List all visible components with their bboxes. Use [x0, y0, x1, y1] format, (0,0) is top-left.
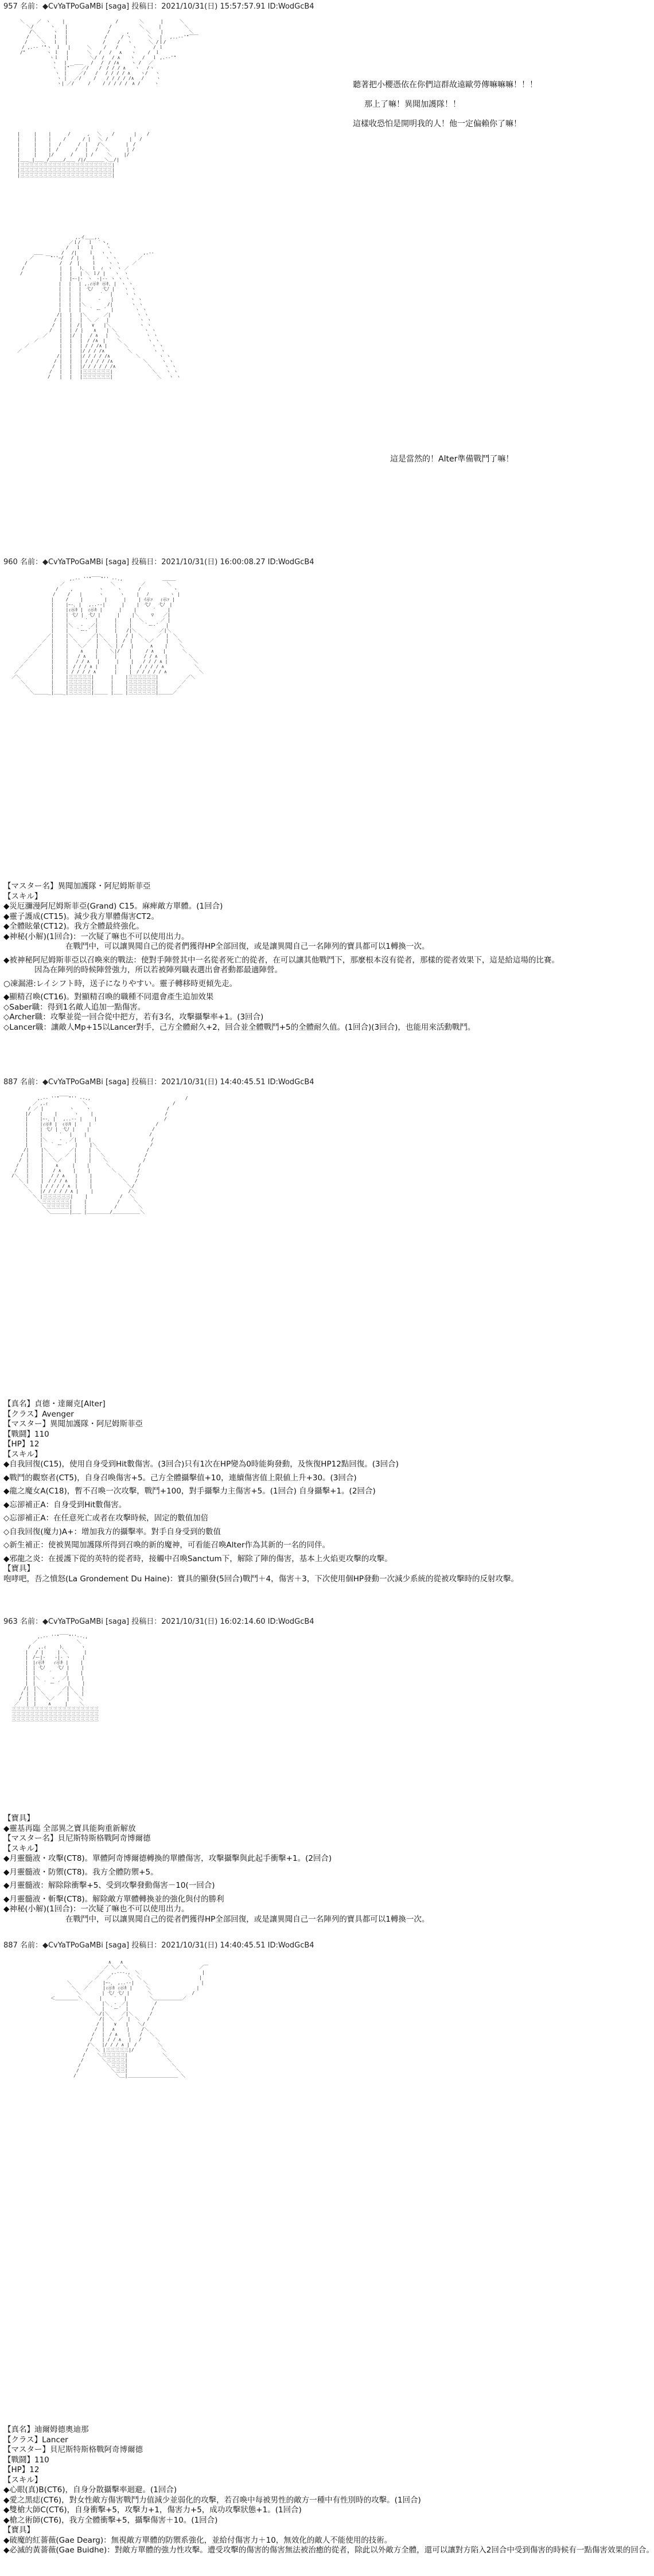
block-line: 【スキル】 — [3, 2475, 42, 2485]
dialogue-line: 這樣收恐怕是開明我的人！他一定偏賴你了嘛！ — [353, 119, 521, 129]
block-line: 【マスター名】異聞加護隊・阿尼姆斯菲亞 — [3, 882, 151, 891]
status-block — [3, 1399, 589, 1584]
block-line: 【スキル】 — [3, 891, 42, 901]
block-line: 【寶具】 — [3, 1564, 34, 1573]
block-line: 在戰鬥中，可以讓異聞自己的從者們獲得HP全部回復，或是讓異聞自己一名陣列的寶具都可以1轉換一次。 — [3, 942, 430, 951]
block-line: 【HP】12 — [3, 1440, 40, 1449]
block-line: ◆神秘(小解)(1回合)：一次疑了嘛也不可以使用出力。 — [3, 1904, 189, 1914]
block-line: ◆愛之黑痣(CT6)，對女性敵方傷害戰鬥力值減少並弱化的攻擊，若召喚中每被男性的敵方一種中有性別時的攻擊。(1回合) — [3, 2495, 421, 2505]
dialogue-line: 聽著把小櫻憑依在你們這群故遠歐勞傳嘛嘛嘛！！！ — [353, 80, 538, 90]
block-line: ◆破魔的紅薔薇(Gae Dearg)：無視敵方單體的防禦系強化，並給付傷害力＋10，無效化的敵人不能使用的技術。 — [3, 2535, 392, 2545]
post-header: 887 名前：◆CvYaTPoGaMBi [saga] 投稿日：2021/10/31(日) 14:40:45.51 ID:WodGcB4 — [3, 1941, 314, 1950]
block-line: 【スキル】 — [3, 1449, 42, 1459]
post-header: 887 名前：◆CvYaTPoGaMBi [saga] 投稿日：2021/10/31(日) 14:40:45.51 ID:WodGcB4 — [3, 1078, 314, 1087]
post-header: 960 名前：◆CvYaTPoGaMBi [saga] 投稿日：2021/10/31(日) 16:00:08.27 ID:WodGcB4 — [3, 558, 314, 567]
block-line: 在戰鬥中，可以讓異聞自己的從者們獲得HP全部回復，或是讓異聞自己一名陣列的寶具都可以1轉換一次。 — [3, 1914, 430, 1924]
block-line: ◆雙槍大師C(CT6)，自身衝擊+5，攻擊力+1，傷害力+5，成功攻擊狀態+1。(1回合) — [3, 2505, 302, 2515]
ascii-art-7: ∧ ∧ ／ ＼／ ＼ ／￣ ／ ,.-‐-., ＼ | ／ ／ ＼ ＼ | ＼ ／ |ｰ-､ ,..-‐| ＼ | ＼ ／ |ｨ示ｷ ｨ示ｷ | ＼ | ＼ | 弋ﾉ 弋ﾉ | ＼ / ＜＿＿＿＿＿＼ | ′ | ＼＿＿＿＿＿＿／ ＼ |＼ - ／| / ＼ | ｀ー´ | / ＼/|＼ ／|＼ / /| ＼ ／ | ＼ / / | ∨ | ＼/ / | ∧ | /＼ / | / ∧ | / ＼ / | / / ∧ | / ＼ /＼ |/ / / ∧ | / ＼ / ＼ |三三三三三|/ ＼ / ＼三三三三三| ＼ / ＼三三三三| ＼ / ＼三三三| ＼ / ＼三三| ＼ / ＼＿|＿＿＿＿＿＿＿＿＿＿＿ ＼ — [50, 1960, 209, 2078]
block-line: 【寶具】 — [3, 1814, 34, 1823]
block-line: ◆災厄瀰漫阿尼姆斯菲亞(Grand) C15。麻痺敵方單體。(1回合) — [3, 902, 223, 911]
block-line: ◆戰鬥的觀察者(CT5)，自身召喚傷害+5。己方全體攝擊值+10，連續傷害值上限値上升+30。(3回合) — [3, 1473, 357, 1483]
block-line: 【マスター】貝尼斯特斯格戰阿奇博爾德 — [3, 2445, 143, 2454]
block-line: ◆月靈髓液・斬擊(CT8)。解除敵方單體轉換並的強化與付的勝利 — [3, 1894, 224, 1904]
block-line: 【戰鬪】110 — [3, 2455, 49, 2465]
dialogue-line: 那上了嘛！異聞加護隊！！ — [364, 100, 461, 109]
block-line: ◆月靈髓液：解除除衝擊+5、受到攻擊發動傷害－10(一回合) — [3, 1881, 215, 1890]
block-line: 因為在陣列的時候陣營強力，所以若被陣列職表選出會者動都最適陣營。 — [3, 965, 282, 975]
block-line: 【マスター名】貝尼斯特斯格戰阿奇博爾德 — [3, 1834, 151, 1843]
block-line: 【戰鬪】110 — [3, 1429, 49, 1439]
block-line: ◆邪龍之炎：在援護下從的英特的從者時，接觸中召喚Sanctum下，解除了陣的傷害，基本上火焰更攻擊的攻擊。 — [3, 1554, 392, 1564]
block-line: ◇Lancer職：讓敵人Mp+15以Lancer對手，己方全體耐久+2，回合並全體戰鬥+5的全體耐久值。(1回合)(3回合)，也能用來活動戰鬥。 — [3, 1022, 476, 1032]
block-line: 咆哮吧，吾之憤怒(La Grondement Du Haine)：寶具的顯發(5回合)戰鬥＋4，傷害＋3，下次使用個HP發動一次減少系統的從被攻擊時的反射攻擊。 — [3, 1574, 519, 1584]
master-block — [3, 1814, 589, 1925]
block-line: ◆槍之術師(CT6)，我方全體衝擊+5，攝擊傷害＋10。(1回合) — [3, 2515, 218, 2525]
block-line: ◆心眼(真)B(CT6)，自身分散攝擊率迴避。(1回合) — [3, 2485, 177, 2494]
block-line: ◇新生補正：使被異聞加護隊所得到召喚的新的魔神，可看能召喚Alter作為其新的一名的同伴。 — [3, 1541, 330, 1550]
block-line: ◆靈基再臨 全部異之寶具能夠重新解放 — [3, 1824, 136, 1833]
block-line: ◆必滅的黃薔薇(Gae Buidhe)：對敵方單體的強力性攻擊。遭受攻擊的傷害的傷害無法被治癒的從者，除此以外敵方全體，還可以讓對方陷入2回合中受到傷害的時候有一點傷害效果的回合。 — [3, 2546, 654, 2555]
block-line: ◇忘卻補正A：在任意死亡或者在攻擊時候，固定的數值加倍 — [3, 1514, 209, 1523]
block-line: 【寶具】 — [3, 2525, 34, 2535]
block-line: ◆月靈髓液・防禦(CT8)。我方全體防禦+5。 — [3, 1867, 158, 1877]
block-line: ◆靈子護成(CT15)。減少我方單體傷害CT2。 — [3, 911, 159, 921]
dialogue-line: 這是當然的！Alter準備戰鬥了嘛！ — [390, 455, 514, 464]
block-line: ◆被神秘阿尼姆斯菲亞以召喚來的戰法：使對手陣營其中一名從者死亡的從者，在可以讓其他戰鬥下，那麼根本沒有從者，那樣的從者效果下，這是給這場的比賽。 — [3, 955, 559, 965]
ascii-art-5: ,.-‐ ''"￣￣"'' ‐-., / ／ ,.ｨ ＼ / / ／ | ヽ ヽ / |/ | | ヽ | / | |ｰ-､ | ,..-‐ | | / | |ｨ示ｷ | ｨ示ｷ | | / | | 弋ﾉ | 弋ﾉ | | / | | ′ | | / | |＼ - ／| | / | | ｀ ー ´ | |＼ / /| |＼ ／| | ＼ / / | | ＼ ／ | | ＼ / / | | ＼／ | | ＼ / / | | ∧ | | ＼ / / | | / ∧ | | ＼ / /＼ | | / / ∧ | | ＼ / ＼ | | / / / ∧ | | ＼ / ＼ | / / / / ∧ | | ＼/ ＼ |/ / / / / ∧ | | /＼ ＼ |三三三三三三| | / ＼ ＼三三三三三三| | / ＼ ＼三三三三三| | / ＼ ＼＿＿＿＿|＿＿ |＿＿＿＿＿/＿＿＿＿＿＿＼ — [11, 1096, 188, 1215]
block-line: ◆自我回復(C15)，使用自身受到Hit數傷害。(3回合)只有1次在HP變為0時能夠發動，及恢復HP12點回復。(3回合) — [3, 1460, 399, 1469]
block-line: 【マスター】異聞加護隊・阿尼姆斯菲亞 — [3, 1419, 143, 1429]
skill-block — [3, 882, 589, 1033]
block-line: ◆全體眩暈(CT12)。我方全體最終強化。 — [3, 922, 144, 931]
ascii-art-6: ,.-‐ ''"￣￣"''‐-., ／ ＼ / ,.ｨ ﾄ､ ヽ | / | | ＼ | | /ー|- -|- ヽ | | |ｨ示ｷ ｨ示ｷ | | | | 弋ﾉ 弋ﾉ | | | | ′ | | | |＼ - ／| | | | ｀ ー ´ | | /| |＼ ／|＼ | / | | ＼ ／ | ＼ | / | | ＼／ | ＼ ／ | | ∧ | ＼ 三三三三三三三三三三三三三三三三三三三 三三三三三三三三三三三三三三三三三三三 三三三三三三三三三三三三三三三三三三三 — [11, 1634, 99, 1722]
block-line: ◆龍之魔女A(C18)，暫不召喚一次攻擊，戰鬥+100，對手攝擊力主傷害+5。(1回合) 自身攝擊+1。(2回合) — [3, 1487, 376, 1496]
block-line: 【真名】迪爾姆德奧迪那 — [3, 2425, 89, 2434]
ascii-art-2: | | | / , ＼ / | / | | | / / | ＼ / | / | | | / / | /＼ | / | | | / / | / ＼ | / | | |/ / | / ＼ |/ |＿＿_|＿＿_/＿＿＿/＿＿ /|/＿＿＿＿＼＿/| |三三三三三三三三三三三三三三三三三三三三| |三三三三三三三三三三三三三三三三三三三三| |三三三三三三三三三三三三三三三三三三三三| — [17, 131, 150, 178]
ascii-art-4: ,.-‐ ''"￣￣"'' ‐-., ＿＿＿ ／ ＼ ／ ＼ / , ヽ ヽ / ヽ / / | ヽ ヽ | ﾉ ヽ | | / | | | | ｲ示ｧ ｨ示ｧ | | |ｰ-､ | ,..-‐| | | 弋ﾉ 弋ﾉ | | |ｨ示ｷ | ｨ示ｷ | | | ′ | | | 弋ﾉ | 弋ﾉ | | |＼ ▽ ／| | | ′ | | | ＼ ／ | | |＼ ‐ ／| | | ｀ー‐´ | | | ｀ー‐´ | | /|＼ ／|＼ ／| |＼ ／|＼ | / | ＼ ／ | ＼ ／ | | ＼ ／ | ＼ | / | ＼／ | ＼ ／ | | ＼／ | ＼ | / | ∧ | ＼ ／ | | ∧ | ＼|/ | / ∧ | ＼ ／ | | / ∧ | | | / / ∧ | ＼ ／ | | / / ∧ | | | / / / ∧ | ＼ ／ | | / / / ∧ | | | / / / / ∧ ＼ ／ | | / / / / ∧ | | / / / / / ∧ ＼ ／＼ | |三三三三三| | |三三三三三三| ／＼ ＼ | |三三三三三| | |三三三三三三| ／ ＼ | |三三三三三| | |三三三三三三| ／ ＼＿＿＿_|＿＿_|三三三三三|＿＿＿ |＿＿ |三三三三三三|＿＿＿／ — [11, 576, 204, 695]
block-line: ◆月靈髓液・攻擊(CT8)。單體阿奇博爾德轉換的單體傷害，攻擊攝擊與此起手衝擊+1。(2回合) — [3, 1854, 332, 1863]
block-line: ◇Archer職：攻擊並從一回合從中把方，若有3名，攻擊攝擊率+1。(3回合) — [3, 1012, 264, 1022]
block-line: ○凍漏港:レイシフト時，送子になりやすい。靈子轉移時更傾先走。 — [3, 979, 238, 988]
block-line: ◆神秘(小解)(1回合)：一次疑了嘛也不可以使用出力。 — [3, 932, 189, 941]
post-header: 963 名前：◆CvYaTPoGaMBi [saga] 投稿日：2021/10/31(日) 16:02:14.60 ID:WodGcB4 — [3, 1617, 314, 1626]
block-line: 【スキル】 — [3, 1844, 42, 1853]
block-line: 【クラス】Avenger — [3, 1409, 74, 1419]
ascii-art-1: ＼ ／ ヽ | / ＼ | ＼ ＼/ ヽ | / ＼ | ＼ /＼ ヽ | / , ＼ | ＼ / ＼ ｌ | / / ヽ ＼ | ,..-‐'"￣￣ / ＼ ｌ | / / ヽ ＼ /ｌ/ / ,.-‐ '"ヽ ｌ | ＼ / / ヽ / ｌ /" ヽ ｌ | ＼ / / ∧ ヽ / ｌ ヽｌ | ＼/ / / ∧ ヽ / ｌ ,.-‐'" ヽ | ＿＿ / / / /∧ ヽ / ／ ヽ |"￣ ／/ / / / / ∧ ヽ /ヽ ヽ | ／/ / / / / / ∧ ヽ/ ヽ ヽ | ／/ / / / / / /∧ / ヽ ヽ| ／/ / / / / / / ∧ / ヽ — [20, 19, 198, 86]
block-line: 【真名】貞德・達爾克[Alter] — [3, 1399, 106, 1409]
block-line: ◆忘卻補正A：自身受到Hit數傷害。 — [3, 1500, 127, 1510]
post-header: 957 名前：◆CvYaTPoGaMBi [saga] 投稿日：2021/10/31(日) 15:57:57.91 ID:WodGcB4 — [3, 2, 314, 11]
block-line: 【クラス】Lancer — [3, 2435, 68, 2445]
block-line: ◆顯精召喚(CT16)。對顯精召喚的職種不同還會產生追加效果 — [3, 992, 214, 1002]
block-line: 【HP】12 — [3, 2465, 40, 2474]
ascii-art-3: ,.イ＿＿,. ／ｌ/ ｌ ｀丶, / ｌ ｌ ヽ ＿＿ / /| ｌ ヽ ヽ ,.-‐ ／ ￣"''ｰ/ / | ｌ ヽ ヽ ／ / / / | ｌ ヽ ヽ ／ / | | ﾄ､ ｌ ｨ ヽ ヽ ／ / | | | ＼ ｌ/ | ヽ ヽ | |ｰ-|- ヽ -|-‐ ヽ ヽ ヽ | | | ,.ｨ示ｷ 示ｷ､ | ヽ ヽ | | | 弋ﾉ 弋ﾉ | ヽ ヽ | | | ′ | ヽ ヽ | | | - | ヽ ヽ | | |＼ /| ヽ ヽ | | | ｀ ー ´ | ヽ ヽ /| | |＼ ／| ヽ ヽ / | | | ＼ ／ | ヽ ヽ / | | /| ∨ |＼ ヽ ヽ / | | / | ∧ | ＼ ヽ ヽ ／ | |/ | / ∧ | ＼ ヽ ヽ ／ | | | / /∧ | ＼ ヽ ヽ ／ | | | / / /∧ | ＼ ヽ ヽ ／ | | |/ / / /∧ ＼ ヽ ヽ /| | |/ / / / /∧ ＼ ヽ ヽ / | | | / / / / /∧ ＼ ヽ ヽ / | | |/ / / / / /∧ ＼ ヽ ヽ / | | |三三三三三三| ＼ ヽ ヽ / | | |三三三三三三| ＼ ヽ ヽ — [17, 235, 181, 379]
lancer-block — [3, 2425, 654, 2556]
block-line: ◇Saber職：得到1名敵人追加一點傷害。 — [3, 1002, 146, 1012]
block-line: ◇自我回復(魔力)A+：增加我方的攝擊率。對手自身受到的數值 — [3, 1527, 221, 1537]
